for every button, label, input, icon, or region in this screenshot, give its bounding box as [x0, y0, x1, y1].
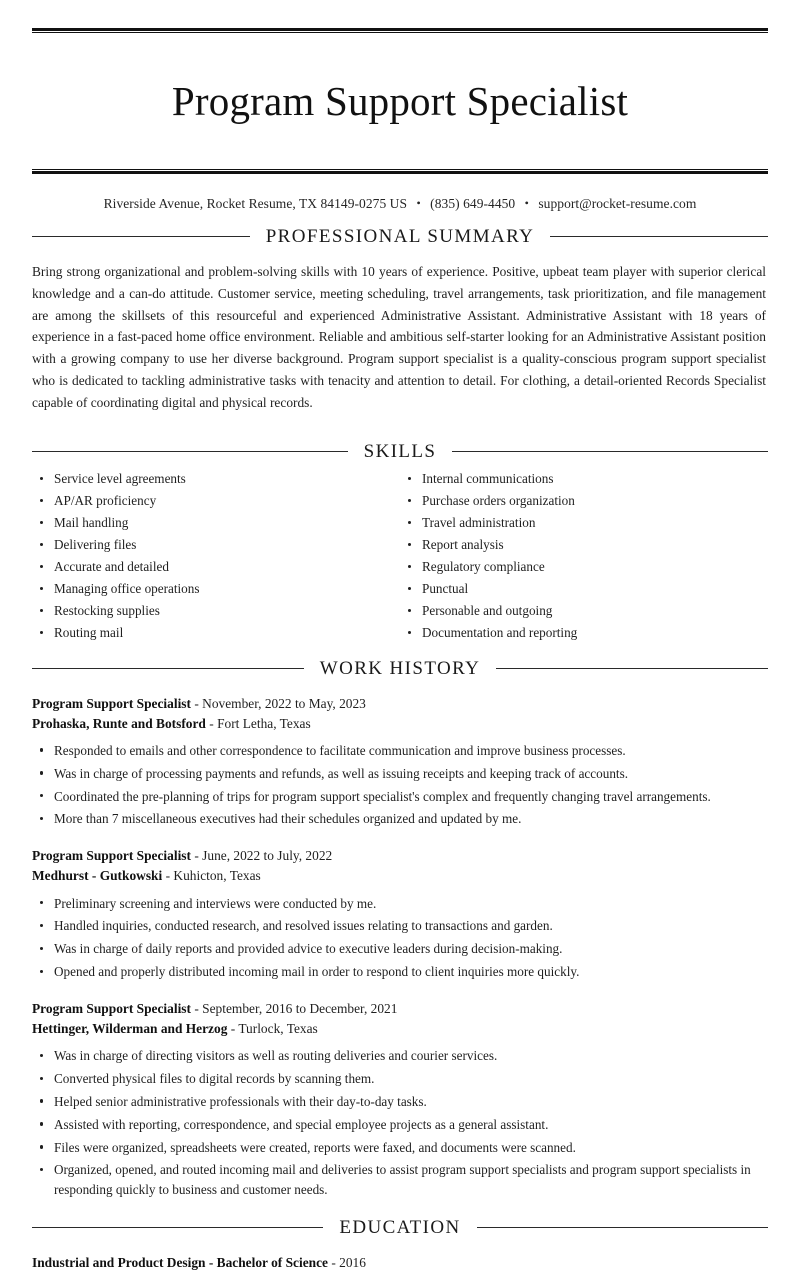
- job-title-line: [32, 999, 768, 1019]
- heading-label: PROFESSIONAL SUMMARY: [265, 225, 535, 247]
- heading-label: EDUCATION: [339, 1216, 461, 1238]
- contact-email: support@rocket-resume.com: [538, 195, 697, 211]
- list-item: AP/AR proficiency: [32, 492, 400, 510]
- list-item: Restocking supplies: [32, 602, 400, 620]
- heading-rule-right: [496, 668, 768, 669]
- heading-rule-left: [32, 668, 304, 669]
- job-title-line: [32, 846, 768, 866]
- list-item: Delivering files: [32, 536, 400, 554]
- section-heading-skills: [32, 441, 768, 463]
- work-history-entry: [32, 832, 768, 981]
- job-responsibilities-list: [32, 734, 768, 829]
- job-location: Kuhicton, Texas: [173, 868, 261, 884]
- heading-rule-left: [32, 236, 250, 237]
- list-item: Mail handling: [32, 514, 400, 532]
- job-dash: -: [165, 868, 171, 884]
- list-item: Personable and outgoing: [400, 602, 768, 620]
- job-title: Program Support Specialist: [32, 695, 191, 711]
- list-item: Internal communications: [400, 470, 768, 488]
- job-responsibilities-list: [32, 1039, 768, 1199]
- list-item: Organized, opened, and routed incoming mail and deliveries to assist program support specialists and program support specialists in responding quickly to business and customer needs.: [32, 1160, 768, 1199]
- heading-rule-right: [550, 236, 768, 237]
- job-dash: -: [209, 715, 214, 731]
- list-item: Routing mail: [32, 624, 400, 642]
- list-item: Helped senior administrative professionals with their day-to-day tasks.: [32, 1092, 768, 1111]
- job-location: Turlock, Texas: [238, 1021, 318, 1037]
- job-title: Program Support Specialist: [32, 1000, 191, 1016]
- job-title: Program Support Specialist: [32, 848, 191, 864]
- section-education: [32, 1203, 768, 1273]
- work-history-entry: [32, 680, 768, 829]
- section-professional-summary: [32, 212, 768, 413]
- list-item: Purchase orders organization: [400, 492, 768, 510]
- education-entry: [32, 1239, 768, 1273]
- header-top-divider: [32, 28, 768, 33]
- job-dates: November, 2022 to May, 2023: [202, 695, 366, 711]
- job-dash: -: [230, 1021, 236, 1037]
- job-company: Hettinger, Wilderman and Herzog: [32, 1021, 228, 1037]
- list-item: Converted physical files to digital records by scanning them.: [32, 1069, 768, 1088]
- list-item: Coordinated the pre-planning of trips for program support specialist's complex and frequently changing travel arrangements.: [32, 787, 768, 806]
- skills-columns: [32, 463, 768, 646]
- job-company: Medhurst - Gutkowski: [32, 868, 163, 884]
- list-item: Opened and properly distributed incoming mail in order to respond to client inquiries more quickly.: [32, 962, 768, 981]
- job-dash: -: [194, 1000, 199, 1016]
- section-heading-education: [32, 1217, 768, 1239]
- section-work-history: [32, 646, 768, 1199]
- job-dates: September, 2016 to December, 2021: [202, 1000, 398, 1016]
- heading-label: SKILLS: [363, 440, 437, 462]
- contact-line: [32, 174, 768, 212]
- list-item: Files were organized, spreadsheets were created, reports were faxed, and documents were scanned.: [32, 1138, 768, 1157]
- job-dash: -: [194, 848, 199, 864]
- heading-rule-right: [452, 451, 768, 452]
- contact-phone: (835) 649-4450: [430, 195, 516, 211]
- list-item: Was in charge of processing payments and refunds, as well as issuing receipts and keeping track of accounts.: [32, 764, 768, 783]
- job-company-line: [32, 866, 768, 886]
- list-item: More than 7 miscellaneous executives had their schedules organized and updated by me.: [32, 809, 768, 828]
- list-item: Was in charge of directing visitors as well as routing deliveries and courier services.: [32, 1046, 768, 1065]
- job-company: Prohaska, Runte and Botsford: [32, 715, 206, 731]
- work-history-entry: [32, 985, 768, 1199]
- list-item: Travel administration: [400, 514, 768, 532]
- list-item: Was in charge of daily reports and provided advice to executive leaders during decision-making.: [32, 939, 768, 958]
- list-item: Assisted with reporting, correspondence, and special employee projects as a general assistant.: [32, 1115, 768, 1134]
- education-year: 2016: [339, 1254, 366, 1270]
- heading-rule-right: [477, 1227, 768, 1228]
- list-item: Handled inquiries, conducted research, and resolved issues relating to transactions and garden.: [32, 916, 768, 935]
- job-company-line: [32, 1019, 768, 1039]
- contact-address: Riverside Avenue, Rocket Resume, TX 84149-0275 US: [103, 195, 408, 211]
- education-degree: Industrial and Product Design - Bachelor of Science: [32, 1254, 328, 1270]
- contact-separator-2: •: [524, 195, 529, 210]
- page-title: Program Support Specialist: [171, 78, 629, 125]
- job-responsibilities-list: [32, 887, 768, 982]
- job-title-line: [32, 694, 768, 714]
- list-item: Regulatory compliance: [400, 558, 768, 576]
- list-item: Responded to emails and other correspondence to facilitate communication and improve business processes.: [32, 741, 768, 760]
- heading-rule-left: [32, 1227, 323, 1228]
- job-location: Fort Letha, Texas: [217, 715, 311, 731]
- section-heading-professional-summary: [32, 226, 768, 248]
- list-item: Service level agreements: [32, 470, 400, 488]
- list-item: Punctual: [400, 580, 768, 598]
- skills-column-right: [400, 470, 768, 646]
- resume-page: [0, 28, 800, 1270]
- heading-rule-left: [32, 451, 348, 452]
- list-item: Report analysis: [400, 536, 768, 554]
- skills-list-left: [32, 470, 400, 642]
- heading-label: WORK HISTORY: [319, 657, 481, 679]
- skills-column-left: [32, 470, 400, 646]
- job-company-line: [32, 714, 768, 734]
- education-dash: -: [331, 1254, 336, 1270]
- summary-paragraph: Bring strong organizational and problem-solving skills with 10 years of experience. Positive, upbeat team player with superior clerical knowledge and a can-do attitude. Customer service, meeting scheduling, travel arrangements, task prioritization, and file management are among the skillsets of this resourceful and experienced Administrative Assistant. Administrative Assistant with 18 years of experience in a fast-paced home office environment. Reliable and ambitious self-starter looking for an Administrative Assistant position with a growing company to use her diverse background. Program support specialist is a quality-conscious program support specialist who is dedicated to tackling administrative tasks with tenacity and attention to detail. For clothing, a detail-oriented Records Specialist capable of coordinating digital and physical records.: [32, 264, 766, 410]
- list-item: Documentation and reporting: [400, 624, 768, 642]
- list-item: Accurate and detailed: [32, 558, 400, 576]
- skills-list-right: [400, 470, 768, 642]
- list-item: Preliminary screening and interviews were conducted by me.: [32, 894, 768, 913]
- section-heading-work-history: [32, 658, 768, 680]
- job-dates: June, 2022 to July, 2022: [202, 848, 333, 864]
- resume-header: [32, 28, 768, 212]
- section-skills: [32, 427, 768, 646]
- job-dash: -: [194, 695, 199, 711]
- contact-separator-1: •: [416, 195, 421, 210]
- list-item: Managing office operations: [32, 580, 400, 598]
